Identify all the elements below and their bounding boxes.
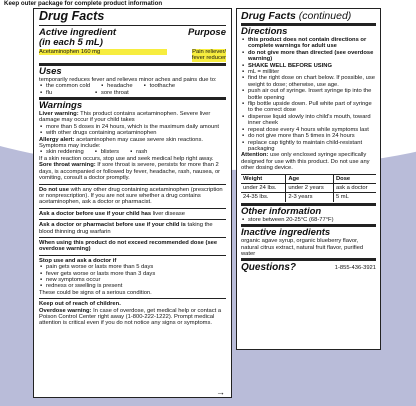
- active-ingredient-row: [39, 49, 226, 62]
- questions-heading: Questions?: [241, 262, 297, 274]
- stop-use-item: ▪ fever gets worse or lasts more than 3 days: [39, 271, 226, 277]
- uses-text: temporarily reduces fever and relieves minor aches and pains due to:: [39, 76, 217, 83]
- table-row: [241, 193, 376, 202]
- drug-facts-title-right: Drug Facts: [241, 10, 296, 22]
- header-note: Keep outer package for complete product information: [4, 0, 163, 7]
- stop-use-item: ▪ new symptoms occur: [39, 277, 226, 283]
- divider: [39, 25, 226, 26]
- divider: [39, 208, 226, 209]
- table-header-age: Age: [286, 174, 334, 183]
- do-not-use-lead: Do not use: [39, 186, 69, 193]
- when-using: When using this product do not exceed recommended dose (see overdose warning): [39, 239, 218, 253]
- allergy-item: ▪ skin reddening: [39, 149, 84, 155]
- purpose-line-2: fever reducer: [191, 55, 226, 62]
- uses-item: ▪ toothache: [143, 83, 175, 89]
- other-information-list: [241, 217, 376, 223]
- directions-item: ▪ do not give more than directed (see overdose warning): [241, 50, 376, 63]
- directions-item: ▪ dispense liquid slowly into child's mouth, toward inner cheek: [241, 114, 376, 127]
- liver-warning-lead: Liver warning:: [39, 111, 79, 118]
- directions-item: ▪ SHAKE WELL BEFORE USING: [241, 63, 376, 69]
- directions-item: ▪ push air out of syringe. Insert syringe tip into the bottle opening: [241, 88, 376, 101]
- table-cell: ask a doctor: [333, 183, 376, 192]
- table-header-weight: Weight: [241, 174, 286, 183]
- liver-item: ▪ with other drugs containing acetaminophen: [39, 130, 226, 136]
- directions-item: ▪ mL = milliter: [241, 69, 376, 75]
- directions-item: ▪ do not give more than 5 times in 24 hours: [241, 133, 376, 139]
- ask-pharmacist: [39, 222, 226, 235]
- stop-use-item: ▪ pain gets worse or lasts more than 5 days: [39, 264, 226, 270]
- divider: [39, 219, 226, 220]
- allergy-alert-text: acetaminophen may cause severe skin reactions. Symptoms may include:: [39, 136, 204, 150]
- active-ingredient-header: [39, 28, 226, 48]
- ask-pharmacist-text: taking the blood thinning drug warfarin: [39, 222, 213, 235]
- directions-heading: Directions: [241, 26, 288, 37]
- dosing-table: [241, 174, 376, 202]
- directions-item: ▪ replace cap tightly to maintain child-resistant packaging: [241, 140, 376, 153]
- divider: [39, 237, 226, 238]
- table-cell: under 2 years: [286, 183, 334, 192]
- stop-use-after: These could be signs of a serious condition.: [39, 289, 152, 296]
- section-divider: [39, 63, 226, 66]
- drug-facts-title: Drug Facts: [39, 9, 105, 23]
- table-cell: 2-3 years: [286, 193, 334, 202]
- directions-item: ▪ flip bottle upside down. Pull white part of syringe to the correct dose: [241, 101, 376, 114]
- table-cell: 24-35 lbs.: [241, 193, 286, 202]
- continue-arrow-icon: →: [216, 387, 225, 397]
- divider: [39, 255, 226, 256]
- active-ingredient: Acetaminophen 160 mg: [39, 49, 167, 55]
- stop-use-list: [39, 264, 226, 290]
- drug-facts-panel-right: [236, 8, 381, 350]
- active-ingredient-heading: Active ingredient: [39, 27, 117, 38]
- allergy-alert: [39, 137, 226, 150]
- divider: [39, 298, 226, 299]
- dosing-table-header: [241, 174, 376, 183]
- other-information-item: ▪ store between 20-25°C (68-77°F): [241, 217, 376, 223]
- drug-facts-continued-title: [241, 10, 376, 22]
- directions-item: ▪ find the right dose on chart below. If possible, use weight to dose; otherwise, use age.: [241, 75, 376, 88]
- questions-row: [241, 262, 376, 273]
- liver-warning-list: [39, 124, 226, 137]
- liver-warning-text: This product contains acetaminophen. Severe liver damage may occur if your child takes: [39, 111, 211, 124]
- section-divider: [241, 258, 376, 261]
- table-row: [241, 183, 376, 192]
- sore-throat-text: If sore throat is severe, persists for more than 2 days, is accompanied or followed by fever, headache, rash, nausea, or vomiting, consult a doctor promptly.: [39, 162, 221, 182]
- overdose-warning: [39, 308, 226, 327]
- ask-doctor: [39, 211, 226, 217]
- keep-out-of-reach: Keep out of reach of children.: [39, 301, 121, 308]
- inactive-ingredients-heading: Inactive ingredients: [241, 227, 331, 239]
- active-ingredient-subheading: (in each 5 mL): [39, 37, 103, 48]
- purpose-line-1: Pain reliever/: [192, 49, 226, 55]
- stop-use-item: ▪ redness or swelling is present: [39, 283, 226, 289]
- stop-use-lead: Stop use and ask a doctor if: [39, 257, 117, 264]
- table-cell: 5 mL: [333, 193, 376, 202]
- attention-lead: Attention:: [241, 152, 269, 159]
- continued-label: (continued): [295, 10, 352, 22]
- drug-facts-panel-left: [33, 8, 232, 398]
- inactive-ingredients-text: organic agave syrup, organic blueberry flavor, natural citrus extract, natural fruit flavor, purified water: [241, 238, 364, 257]
- sore-throat-lead: Sore throat warning:: [39, 162, 96, 169]
- do-not-use-text: with any other drug containing acetaminophen (prescription or nonprescription). If you are not sure whether a drug contains acetaminophen, ask a doctor or pharmacist.: [39, 186, 223, 206]
- warnings-heading: Warnings: [39, 100, 83, 112]
- ask-doctor-lead: Ask a doctor before use if your child has: [39, 210, 152, 217]
- uses-item: ▪ flu: [39, 90, 84, 96]
- allergy-alert-lead: Allergy alert:: [39, 136, 75, 143]
- uses-item: ▪ sore throat: [94, 90, 129, 96]
- ask-pharmacist-lead: Ask a doctor or pharmacist before use if your child is: [39, 222, 186, 229]
- directions-item: ▪ repeat dose every 4 hours while symptoms last: [241, 127, 376, 133]
- allergy-after: If a skin reaction occurs, stop use and seek medical help right away.: [39, 155, 214, 162]
- attention-text: use only enclosed syringe specifically designed for use with this product. Do not use any other dosing device.: [241, 152, 370, 172]
- other-information-heading: Other information: [241, 205, 322, 217]
- uses-item: ▪ the common cold: [39, 83, 90, 89]
- table-header-dose: Dose: [333, 174, 376, 183]
- divider: [39, 184, 226, 185]
- overdose-text: In case of overdose, get medical help or contact a Poison Control Center right away (1-800-222-1222). Prompt medical attention is critical even if you do not notice any signs or symptoms.: [39, 307, 222, 327]
- directions-list: [241, 37, 376, 152]
- allergy-item: ▪ rash: [129, 149, 147, 155]
- ask-doctor-text: liver disease: [151, 210, 185, 217]
- uses-item: ▪ headache: [100, 83, 132, 89]
- uses-heading: Uses: [39, 65, 62, 77]
- overdose-lead: Overdose warning:: [39, 307, 92, 314]
- uses-list: [39, 83, 226, 96]
- attention-note: [241, 152, 376, 171]
- table-cell: under 24 lbs.: [241, 183, 286, 192]
- purpose-heading: Purpose: [187, 27, 226, 38]
- sore-throat-warning: [39, 162, 226, 181]
- directions-item: ▪ this product does not contain directions or complete warnings for adult use: [241, 37, 376, 50]
- liver-item: ▪ more than 5 doses in 24 hours, which is the maximum daily amount: [39, 124, 226, 130]
- questions-phone: 1-855-436-3921: [334, 264, 376, 271]
- liver-warning: [39, 111, 226, 124]
- do-not-use: [39, 187, 226, 206]
- allergy-item: ▪ blisters: [94, 149, 119, 155]
